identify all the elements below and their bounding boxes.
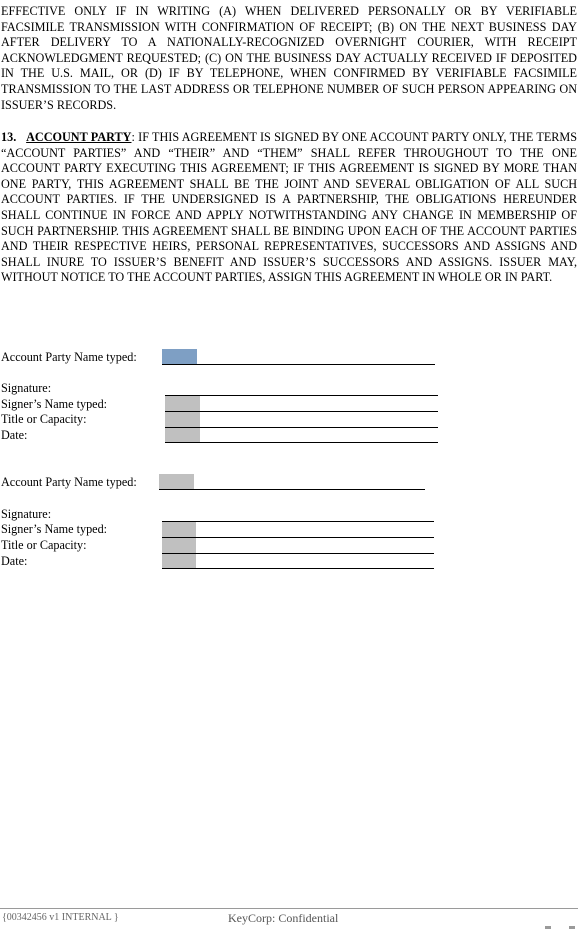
signature-label: Signature: bbox=[1, 381, 52, 395]
signature-line bbox=[165, 395, 438, 396]
section-13-title: ACCOUNT PARTY bbox=[26, 130, 132, 144]
signer-fields-box[interactable] bbox=[162, 522, 196, 569]
footer-confidential-label: KeyCorp: Confidential bbox=[228, 911, 339, 925]
signature-label: Signature: bbox=[1, 507, 52, 521]
signer-name-label: Signer’s Name typed: bbox=[1, 397, 108, 411]
account-party-name-line bbox=[162, 364, 435, 365]
section-13-body: : IF THIS AGREEMENT IS SIGNED BY ONE ACCOUNT PARTY ONLY, THE TERMS “ACCOUNT PARTIES” AND “THEIR” AND “THEM” SHALL REFER THROUGHOUT TO THE ONE ACCOUNT PARTY EXECUTING THIS AGREEMENT; IF THIS AGREEMENT IS SIGNED BY MORE THAN ONE PARTY, THIS AGREEMENT SHALL BE THE JOINT AND SEVERAL OBLIGATION OF ALL SUCH ACCOUNT PARTIES. IF THE UNDERSIGNED IS A PARTNERSHIP, THE OBLIGATIONS HEREUNDER SHALL CONTINUE IN FORCE AND APPLY NOTWITHSTANDING ANY CHANGE IN MEMBERSHIP OF SUCH PARTNERSHIP. THIS AGREEMENT SHALL BE BINDING UPON EACH OF THE ACCOUNT PARTIES AND THEIR RESPECTIVE HEIRS, PERSONAL REPRESENTATIVES, SUCCESSORS AND ASSIGNS AND SHALL INURE TO ISSUER’S BENEFIT AND ISSUER’S SUCCESSORS AND ASSIGNS. ISSUER MAY, WITHOUT NOTICE TO THE ACCOUNT PARTIES, ASSIGN THIS AGREEMENT IN WHOLE OR IN PART. bbox=[1, 130, 578, 285]
account-party-name-line bbox=[159, 489, 425, 490]
date-label: Date: bbox=[1, 428, 28, 442]
title-capacity-line bbox=[162, 553, 434, 554]
account-party-name-field[interactable] bbox=[159, 474, 194, 489]
signature-line bbox=[162, 521, 434, 522]
signer-name-label: Signer’s Name typed: bbox=[1, 522, 108, 536]
title-capacity-label: Title or Capacity: bbox=[1, 538, 87, 552]
signer-name-line bbox=[165, 411, 438, 412]
account-party-name-field[interactable] bbox=[162, 349, 197, 364]
signer-fields-box[interactable] bbox=[165, 396, 200, 443]
title-capacity-line bbox=[165, 427, 438, 428]
footer-divider bbox=[0, 908, 578, 909]
section-13-paragraph bbox=[1, 130, 577, 286]
date-line bbox=[162, 568, 434, 569]
signer-name-line bbox=[162, 537, 434, 538]
title-capacity-label: Title or Capacity: bbox=[1, 412, 87, 426]
notice-paragraph: EFFECTIVE ONLY IF IN WRITING (A) WHEN DELIVERED PERSONALLY OR BY VERIFIABLE FACSIMILE TRANSMISSION WITH CONFIRMATION OF RECEIPT; (B) ON THE NEXT BUSINESS DAY AFTER DELIVERY TO A NATIONALLY-RECOGNIZED OVERNIGHT COURIER, WITH RECEIPT ACKNOWLEDGMENT REQUESTED; (C) ON THE BUSINESS DAY ACTUALLY RECEIVED IF DEPOSITED IN THE U.S. MAIL, OR (D) IF BY TELEPHONE, WHEN CONFIRMED BY VERIFIABLE FACSIMILE TRANSMISSION TO THE LAST ADDRESS OR TELEPHONE NUMBER OF SUCH PERSON APPEARING ON ISSUER’S RECORDS. bbox=[1, 4, 577, 112]
account-party-name-label: Account Party Name typed: bbox=[1, 475, 137, 489]
account-party-name-label: Account Party Name typed: bbox=[1, 350, 137, 364]
date-line bbox=[165, 442, 438, 443]
section-13-number: 13. bbox=[1, 130, 17, 144]
footer-document-id: {00342456 v1 INTERNAL } bbox=[2, 912, 119, 923]
date-label: Date: bbox=[1, 554, 28, 568]
